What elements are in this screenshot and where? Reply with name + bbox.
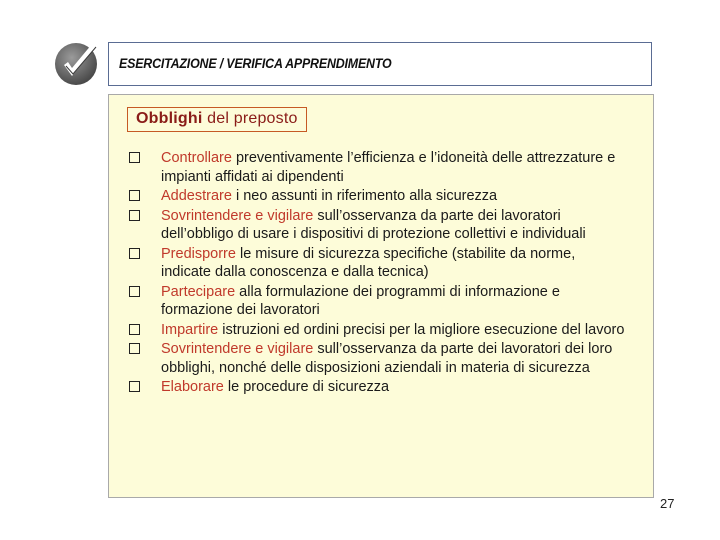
list-item xyxy=(129,187,629,206)
item-keyword: Partecipare xyxy=(161,283,236,300)
checkmark-logo xyxy=(52,38,104,90)
item-text: le misure di sicurezza specifiche (stabilite da norme, indicate dalla conoscenza e dalla tecnica) xyxy=(161,245,576,280)
item-text: i neo assunti in riferimento alla sicurezza xyxy=(231,188,498,204)
header-box xyxy=(108,42,652,86)
list-item xyxy=(129,321,629,340)
checkbox-bullet-icon xyxy=(129,248,140,259)
item-keyword: Addestrare xyxy=(161,188,232,204)
checkbox-bullet-icon xyxy=(129,210,140,221)
checkbox-bullet-icon xyxy=(129,152,140,163)
section-title-sub: del preposto xyxy=(202,110,298,127)
item-text: istruzioni ed ordini precisi per la migliore esecuzione del lavoro xyxy=(218,321,625,338)
item-keyword: Sovrintendere e vigilare xyxy=(161,207,314,224)
checkbox-bullet-icon xyxy=(129,286,140,297)
checkbox-bullet-icon xyxy=(129,324,140,335)
checkmark-icon xyxy=(52,38,104,90)
header-title: ESERCITAZIONE / VERIFICA APPRENDIMENTO xyxy=(119,56,392,71)
item-keyword: Controllare xyxy=(161,150,232,166)
item-keyword: Elaborare xyxy=(161,379,224,395)
checkbox-bullet-icon xyxy=(129,190,140,201)
list-item xyxy=(129,283,629,320)
item-text: sull’osservanza da parte dei lavoratori dei loro obblighi, nonché delle disposizioni aziendali in materia di sicurezza xyxy=(161,341,613,376)
list-item xyxy=(129,378,629,397)
section-title-main: Obblighi xyxy=(136,110,203,127)
item-text: preventivamente l’efficienza e l’idoneità delle attrezzature e impianti affidati ai dipendenti xyxy=(161,150,616,185)
content-panel xyxy=(108,94,654,498)
item-text: alla formulazione dei programmi di informazione e formazione dei lavoratori xyxy=(161,283,560,318)
item-keyword: Impartire xyxy=(161,321,219,338)
list-item xyxy=(129,340,629,377)
duties-list xyxy=(129,149,629,397)
item-text: sull’osservanza da parte dei lavoratori dell’obbligo di usare i dispositivi di protezione collettivi e individuali xyxy=(161,207,586,242)
item-keyword: Sovrintendere e vigilare xyxy=(161,341,314,357)
checkbox-bullet-icon xyxy=(129,381,140,392)
page-number: 27 xyxy=(660,496,675,511)
list-item xyxy=(129,149,629,186)
list-item xyxy=(129,245,629,282)
list-item xyxy=(129,207,629,244)
checkbox-bullet-icon xyxy=(129,343,140,354)
item-text: le procedure di sicurezza xyxy=(223,379,390,395)
section-title xyxy=(127,107,307,132)
item-keyword: Predisporre xyxy=(161,245,236,262)
